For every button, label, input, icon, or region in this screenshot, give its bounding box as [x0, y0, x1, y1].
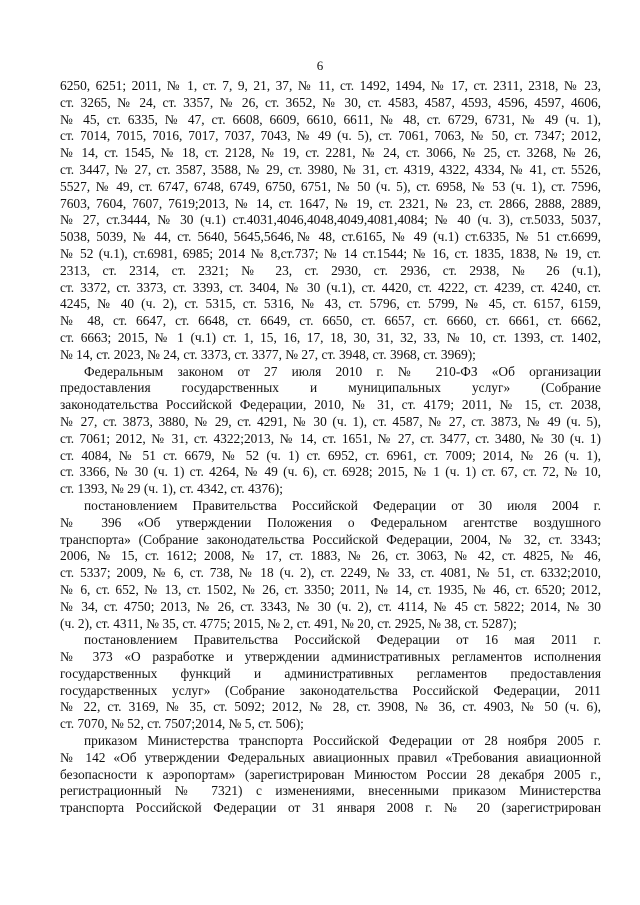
text-line: № 52 (ч.1), ст.6981, 6985; 2014 № 8,ст.737; № 14 ст.1544; № 16, ст. 1835, 1838, № 19, ст.: [60, 245, 601, 261]
text-line: № 27, ст.3444, № 30 (ч.1) ст.4031,4046,4048,4049,4081,4084; № 40 (ч. 3), ст.5033, 5037,: [60, 212, 601, 228]
text-line: 2313, ст. 2314, ст. 2321; № 23, ст. 2930, ст. 2936, ст. 2938, № 26 (ч.1),: [60, 262, 601, 278]
text-line: ст. 3265, № 24, ст. 3357, № 26, ст. 3652, № 30, ст. 4583, 4587, 4593, 4596, 4597, 4606,: [60, 94, 601, 110]
text-line: ст. 5337; 2009, № 6, ст. 738, № 18 (ч. 2), ст. 2249, № 33, ст. 4081, № 51, ст. 6332;2010,: [60, 565, 601, 581]
text-line: ст. 1393, № 29 (ч. 1), ст. 4342, ст. 4376);: [60, 481, 283, 497]
text-line: регистрационный № 7321) с изменениями, внесенными приказом Министерства: [60, 783, 601, 799]
text-line: № 14, ст. 2023, № 24, ст. 3373, ст. 3377, № 27, ст. 3948, ст. 3968, ст. 3969);: [60, 346, 476, 362]
text-line: государственных функций и административных регламентов предоставления: [60, 665, 601, 681]
text-line: Федеральным законом от 27 июля 2010 г. № 210-ФЗ «Об организации: [84, 363, 601, 379]
text-line: № 14, ст. 1545, № 18, ст. 2128, № 19, ст. 2281, № 24, ст. 3066, № 25, ст. 3268, № 26,: [60, 145, 601, 161]
text-line: постановлением Правительства Российской Федерации от 16 мая 2011 г.: [84, 632, 601, 648]
text-line: ст. 3366, № 30 (ч. 1) ст. 4264, № 49 (ч. 6), ст. 6928; 2015, № 1 (ч. 1) ст. 67, ст. 72, № 10,: [60, 464, 601, 480]
text-line: постановлением Правительства Российской Федерации от 30 июля 2004 г.: [84, 497, 601, 513]
text-line: 5038, 5039, № 44, ст. 5640, 5645,5646,№ 48, ст.6165, № 49 (ч.1) ст.6335, № 51 ст.6699,: [60, 229, 601, 245]
text-line: 4245, № 40 (ч. 2), ст. 5315, ст. 5316, № 43, ст. 5796, ст. 5799, № 45, ст. 6157, 6159,: [60, 296, 601, 312]
text-line: № 34, ст. 4750; 2013, № 26, ст. 3343, № 30 (ч. 2), ст. 4114, № 45 ст. 5822; 2014, № 30: [60, 598, 601, 614]
text-line: безопасности к аэропортам» (зарегистрирован Минюстом России 28 декабря 2005 г.,: [60, 766, 601, 782]
text-line: приказом Министерства транспорта Российской Федерации от 28 ноября 2005 г.: [84, 733, 601, 749]
text-line: транспорта» (Собрание законодательства Российской Федерации, 2004, № 32, ст. 3343;: [60, 531, 601, 547]
text-line: ст. 4084, № 51 ст. 6679, № 52 (ч. 1) ст. 6952, ст. 6961, ст. 7009; 2014, № 26 (ч. 1),: [60, 447, 601, 463]
text-line: ст. 7061; 2012, № 31, ст. 4322;2013, № 14, ст. 1651, № 27, ст. 3477, ст. 3480, № 30 (ч. 1): [60, 430, 601, 446]
text-line: № 142 «Об утверждении Федеральных авиационных правил «Требования авиационной: [60, 749, 601, 765]
text-line: № 48, ст. 6647, ст. 6648, ст. 6649, ст. 6650, ст. 6657, ст. 6660, ст. 6661, ст. 6662,: [60, 313, 601, 329]
text-line: № 27, ст. 3873, 3880, № 29, ст. 4291, № 30 (ч. 1), ст. 4587, № 27, ст. 3873, № 49 (ч. 5),: [60, 413, 601, 429]
paragraph: [60, 498, 601, 632]
paragraph: [60, 632, 601, 733]
paragraph: [60, 364, 601, 498]
paragraph: [60, 78, 601, 364]
text-line: ст. 6663; 2015, № 1 (ч.1) ст. 1, 15, 16, 17, 18, 30, 31, 32, 33, № 10, ст. 1393, ст. 1402,: [60, 329, 601, 345]
text-line: предоставления государственных и муниципальных услуг» (Собрание: [60, 380, 601, 396]
text-line: (ч. 2), ст. 4311, № 35, ст. 4775; 2015, № 2, ст. 491, № 20, ст. 2925, № 38, ст. 5287);: [60, 615, 517, 631]
text-line: № 373 «О разработке и утверждении административных регламентов исполнения: [60, 649, 601, 665]
text-line: ст. 3447, № 27, ст. 3587, 3588, № 29, ст. 3980, № 31, ст. 4319, 4322, 4334, № 41, ст. 5526,: [60, 161, 601, 177]
text-line: 7603, 7604, 7607, 7619;2013, № 14, ст. 1647, № 19, ст. 2321, № 23, ст. 2866, 2888, 2889,: [60, 195, 601, 211]
text-line: 5527, № 49, ст. 6747, 6748, 6749, 6750, 6751, № 50 (ч. 5), ст. 6958, № 53 (ч. 1), ст. 7596,: [60, 178, 601, 194]
text-line: 6250, 6251; 2011, № 1, ст. 7, 9, 21, 37, № 11, ст. 1492, 1494, № 17, ст. 2311, 2318, № 23,: [60, 78, 601, 93]
text-line: транспорта Российской Федерации от 31 января 2008 г. № 20 (зарегистрирован: [60, 800, 601, 816]
paragraph: [60, 733, 601, 817]
text-line: 2006, № 15, ст. 1612; 2008, № 17, ст. 1883, № 26, ст. 3063, № 42, ст. 4825, № 46,: [60, 548, 601, 564]
text-line: ст. 3372, ст. 3373, ст. 3393, ст. 3404, № 30 (ч.1), ст. 4420, ст. 4222, ст. 4239, ст. 4240, ст.: [60, 279, 601, 295]
text-line: государственных услуг» (Собрание законодательства Российской Федерации, 2011: [60, 682, 601, 698]
text-line: ст. 7070, № 52, ст. 7507;2014, № 5, ст. 506);: [60, 716, 304, 732]
text-line: законодательства Российской Федерации, 2010, № 31, ст. 4179; 2011, № 15, ст. 2038,: [60, 397, 601, 413]
document-body: [60, 78, 601, 817]
page-number: 6: [316, 58, 324, 73]
text-line: № 45, ст. 6335, № 47, ст. 6608, 6609, 6610, 6611, № 48, ст. 6729, 6731, № 49 (ч. 1),: [60, 111, 601, 127]
text-line: № 6, ст. 652, № 13, ст. 1502, № 26, ст. 3350; 2011, № 14, ст. 1935, № 46, ст. 6520; 2012,: [60, 581, 601, 597]
text-line: № 396 «Об утверждении Положения о Федеральном агентстве воздушного: [60, 514, 601, 530]
text-line: № 22, ст. 3169, № 35, ст. 5092; 2012, № 28, ст. 3908, № 36, ст. 4903, № 50 (ч. 6),: [60, 699, 601, 715]
text-line: ст. 7014, 7015, 7016, 7017, 7037, 7043, № 49 (ч. 5), ст. 7061, 7063, № 50, ст. 7347; 2012,: [60, 128, 601, 144]
